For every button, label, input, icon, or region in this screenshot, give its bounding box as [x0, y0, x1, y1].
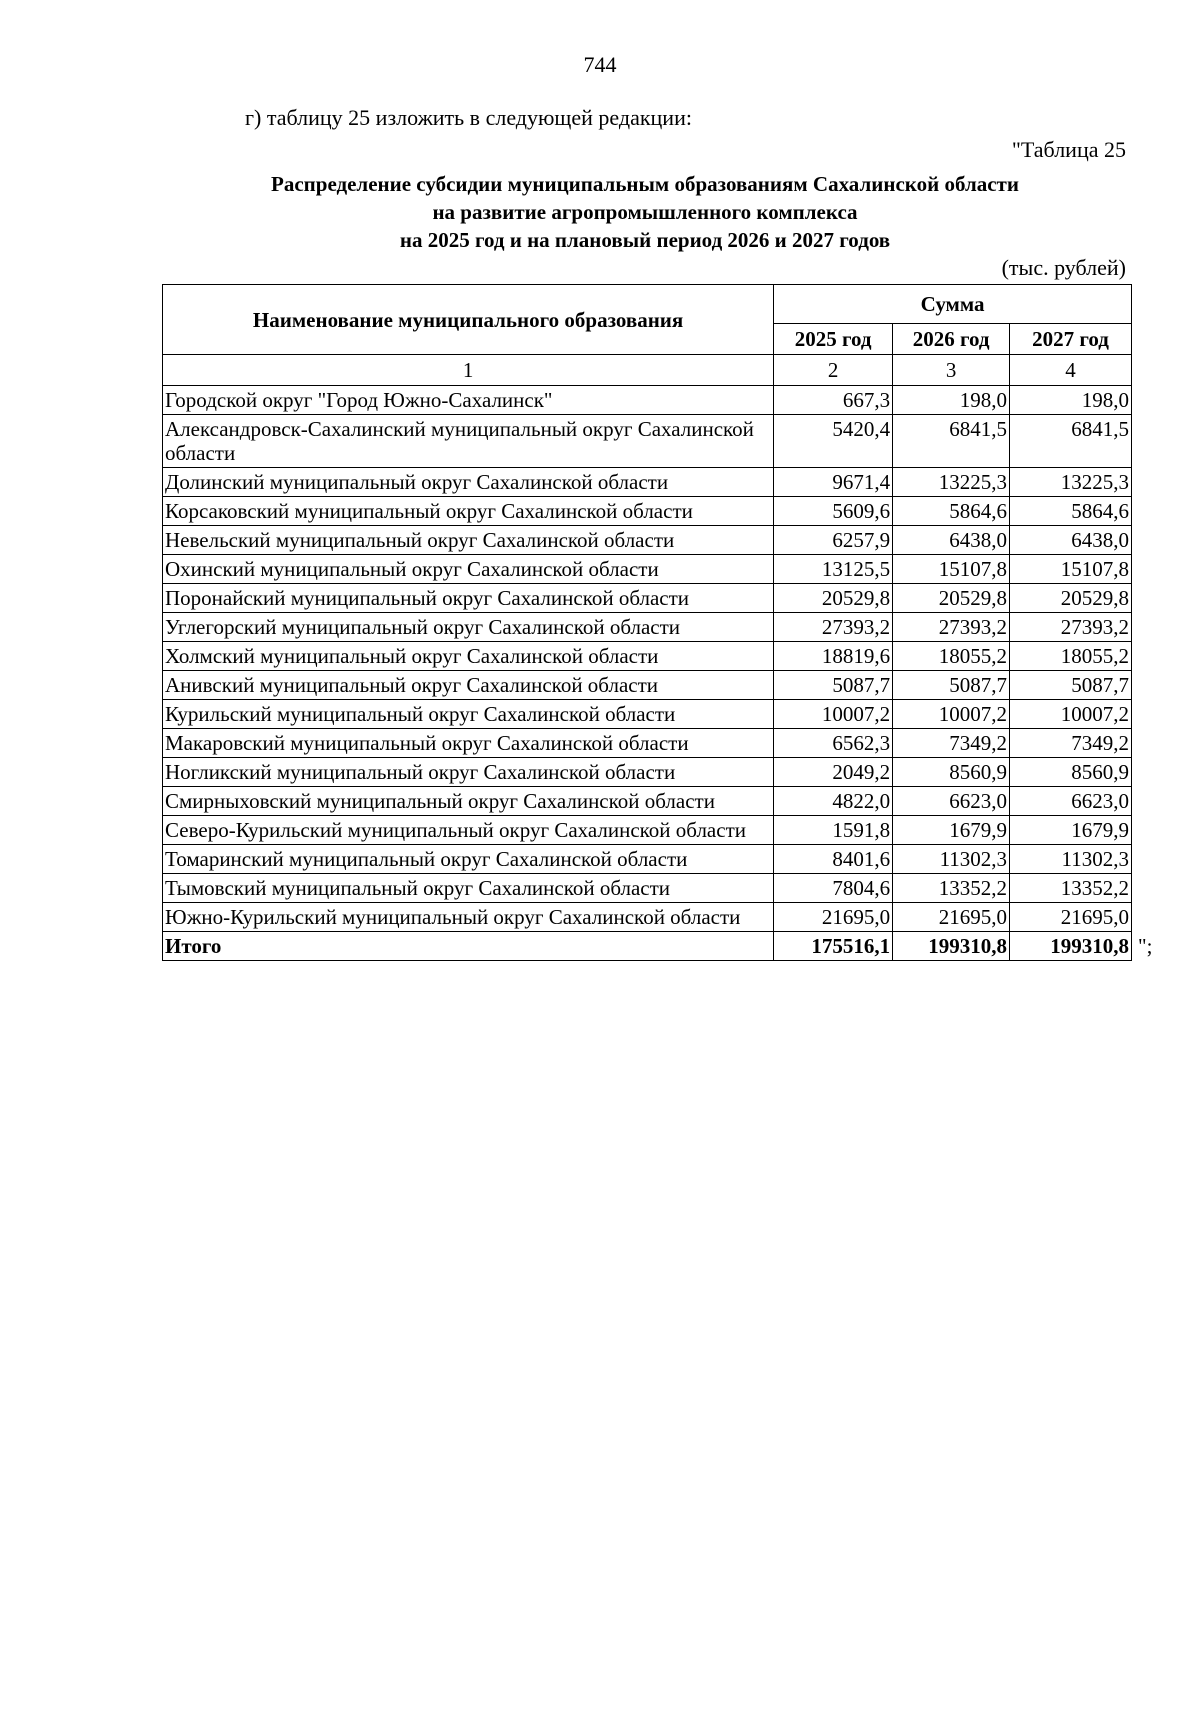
municipality-name: Углегорский муниципальный округ Сахалинской области [163, 613, 774, 642]
municipality-name: Анивский муниципальный округ Сахалинской области [163, 671, 774, 700]
value-2026: 13352,2 [893, 874, 1010, 903]
table-row [163, 700, 1132, 729]
intro-text: г) таблицу 25 изложить в следующей редакции: [245, 105, 692, 130]
value-2026: 27393,2 [893, 613, 1010, 642]
value-2027: 21695,0 [1010, 903, 1132, 932]
table-row [163, 903, 1132, 932]
table-row [163, 816, 1132, 845]
col-number-2: 2 [774, 355, 893, 386]
value-2025: 6257,9 [774, 526, 893, 555]
value-2025: 667,3 [774, 386, 893, 415]
value-2025: 5420,4 [774, 415, 893, 468]
table-label: "Таблица 25 [1011, 137, 1126, 162]
document-title [0, 170, 1200, 254]
value-2026: 198,0 [893, 386, 1010, 415]
value-2026: 7349,2 [893, 729, 1010, 758]
table-row [163, 758, 1132, 787]
value-2027: 6841,5 [1010, 415, 1132, 468]
municipality-name: Смирныховский муниципальный округ Сахалинской области [163, 787, 774, 816]
value-2025: 21695,0 [774, 903, 893, 932]
municipality-name: Поронайский муниципальный округ Сахалинской области [163, 584, 774, 613]
value-2027: 1679,9 [1010, 816, 1132, 845]
table-row [163, 526, 1132, 555]
header-year-2026: 2026 год [893, 324, 1010, 355]
value-2026: 13225,3 [893, 468, 1010, 497]
table-row [163, 613, 1132, 642]
total-2027: 199310,8 [1010, 932, 1132, 961]
value-2025: 8401,6 [774, 845, 893, 874]
municipality-name: Долинский муниципальный округ Сахалинской области [163, 468, 774, 497]
table-row [163, 468, 1132, 497]
value-2026: 20529,8 [893, 584, 1010, 613]
value-2026: 21695,0 [893, 903, 1010, 932]
value-2027: 7349,2 [1010, 729, 1132, 758]
value-2027: 5864,6 [1010, 497, 1132, 526]
municipality-name: Невельский муниципальный округ Сахалинской области [163, 526, 774, 555]
value-2025: 27393,2 [774, 613, 893, 642]
value-2027: 13225,3 [1010, 468, 1132, 497]
municipality-name: Томаринский муниципальный округ Сахалинской области [163, 845, 774, 874]
value-2025: 20529,8 [774, 584, 893, 613]
value-2027: 11302,3 [1010, 845, 1132, 874]
table-row [163, 497, 1132, 526]
municipality-name: Макаровский муниципальный округ Сахалинской области [163, 729, 774, 758]
table-row [163, 845, 1132, 874]
value-2026: 6438,0 [893, 526, 1010, 555]
value-2025: 9671,4 [774, 468, 893, 497]
value-2026: 5864,6 [893, 497, 1010, 526]
value-2027: 20529,8 [1010, 584, 1132, 613]
subsidy-table [162, 284, 1132, 961]
table-row [163, 729, 1132, 758]
municipality-name: Корсаковский муниципальный округ Сахалинской области [163, 497, 774, 526]
table-body [163, 386, 1132, 961]
table-row [163, 386, 1132, 415]
header-name: Наименование муниципального образования [163, 285, 774, 355]
total-label: Итого [163, 932, 774, 961]
municipality-name: Южно-Курильский муниципальный округ Сахалинской области [163, 903, 774, 932]
value-2025: 18819,6 [774, 642, 893, 671]
value-2027: 27393,2 [1010, 613, 1132, 642]
municipality-name: Ногликский муниципальный округ Сахалинской области [163, 758, 774, 787]
value-2025: 1591,8 [774, 816, 893, 845]
value-2027: 6623,0 [1010, 787, 1132, 816]
header-year-2025: 2025 год [774, 324, 893, 355]
value-2026: 11302,3 [893, 845, 1010, 874]
value-2025: 5609,6 [774, 497, 893, 526]
title-line-2: на развитие агропромышленного комплекса [432, 200, 858, 224]
value-2025: 4822,0 [774, 787, 893, 816]
value-2027: 198,0 [1010, 386, 1132, 415]
closing-quote: "; [1138, 933, 1153, 958]
table-row [163, 642, 1132, 671]
value-2025: 2049,2 [774, 758, 893, 787]
value-2025: 13125,5 [774, 555, 893, 584]
value-2026: 15107,8 [893, 555, 1010, 584]
col-number-4: 4 [1010, 355, 1132, 386]
value-2027: 6438,0 [1010, 526, 1132, 555]
col-number-1: 1 [163, 355, 774, 386]
table-row [163, 415, 1132, 468]
value-2026: 6841,5 [893, 415, 1010, 468]
table-row [163, 671, 1132, 700]
value-2027: 13352,2 [1010, 874, 1132, 903]
municipality-name: Северо-Курильский муниципальный округ Сахалинской области [163, 816, 774, 845]
total-2026: 199310,8 [893, 932, 1010, 961]
units-note: (тыс. рублей) [1001, 255, 1126, 280]
municipality-name: Александровск-Сахалинский муниципальный округ Сахалинской области [163, 415, 774, 468]
total-row [163, 932, 1132, 961]
value-2025: 7804,6 [774, 874, 893, 903]
title-line-1: Распределение субсидии муниципальным образованиям Сахалинской области [271, 172, 1019, 196]
value-2027: 8560,9 [1010, 758, 1132, 787]
col-number-3: 3 [893, 355, 1010, 386]
value-2026: 18055,2 [893, 642, 1010, 671]
table-row [163, 555, 1132, 584]
municipality-name: Охинский муниципальный округ Сахалинской области [163, 555, 774, 584]
value-2026: 8560,9 [893, 758, 1010, 787]
value-2027: 15107,8 [1010, 555, 1132, 584]
table-row [163, 787, 1132, 816]
value-2026: 1679,9 [893, 816, 1010, 845]
value-2026: 6623,0 [893, 787, 1010, 816]
table-row [163, 584, 1132, 613]
municipality-name: Холмский муниципальный округ Сахалинской области [163, 642, 774, 671]
total-2025: 175516,1 [774, 932, 893, 961]
value-2027: 10007,2 [1010, 700, 1132, 729]
value-2026: 5087,7 [893, 671, 1010, 700]
table-row [163, 874, 1132, 903]
title-line-3: на 2025 год и на плановый период 2026 и 2027 годов [399, 228, 891, 252]
municipality-name: Городской округ "Город Южно-Сахалинск" [163, 386, 774, 415]
header-year-2027: 2027 год [1010, 324, 1132, 355]
value-2027: 5087,7 [1010, 671, 1132, 700]
header-sum: Сумма [774, 285, 1132, 324]
value-2025: 10007,2 [774, 700, 893, 729]
value-2027: 18055,2 [1010, 642, 1132, 671]
value-2025: 6562,3 [774, 729, 893, 758]
value-2025: 5087,7 [774, 671, 893, 700]
municipality-name: Тымовский муниципальный округ Сахалинской области [163, 874, 774, 903]
municipality-name: Курильский муниципальный округ Сахалинской области [163, 700, 774, 729]
value-2026: 10007,2 [893, 700, 1010, 729]
page-number: 744 [583, 52, 617, 77]
